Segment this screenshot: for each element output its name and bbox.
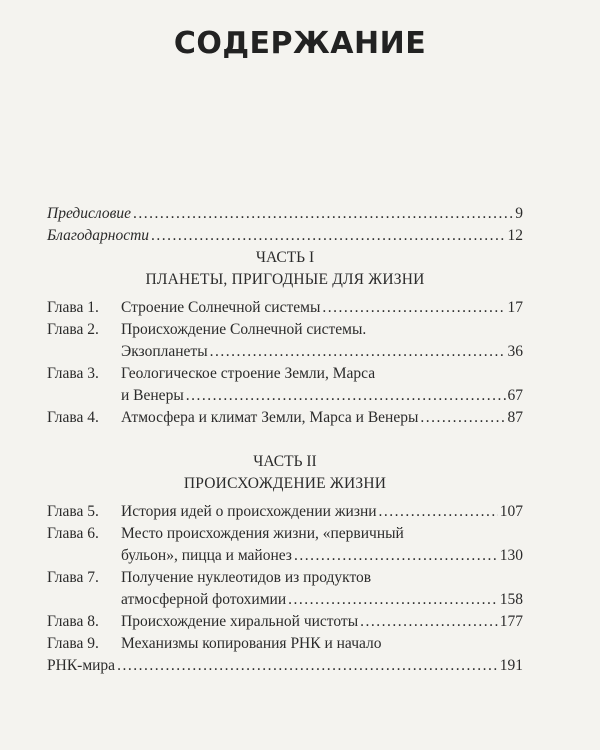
toc-page-number: 36 [507,343,523,360]
chapter-label: Глава 7. [47,569,99,586]
chapter-label: Глава 2. [47,321,99,338]
dot-leader [186,385,506,407]
chapter-title-line: Атмосфера и климат Земли, Марса и Венеры [121,409,419,426]
dot-leader [133,203,513,225]
toc-chapter-4[interactable] [47,407,523,429]
toc-chapter-2[interactable] [47,319,523,363]
toc-entry-title: Благодарности [47,227,150,244]
toc-page-number: 158 [499,591,523,608]
dot-leader [360,611,498,633]
toc-chapter-3[interactable] [47,363,523,407]
chapter-title-line: атмосферной фотохимии [121,591,287,608]
toc-entry-preface[interactable] [47,203,523,225]
chapter-label: Глава 6. [47,525,99,542]
table-of-contents [47,203,523,677]
chapter-label: Глава 4. [47,409,99,426]
chapter-title-line: История идей о происхождении жизни [121,503,377,520]
toc-page-number: 107 [499,503,523,520]
part-label: ЧАСТЬ I [255,249,315,266]
dot-leader [294,545,498,567]
toc-entry-title: Предисловие [47,205,131,222]
part-title: ПРОИСХОЖДЕНИЕ ЖИЗНИ [183,475,387,492]
dot-leader [151,225,505,247]
chapter-label: Глава 9. [47,635,99,652]
chapter-title-line: бульон», пицца и майонез [121,547,292,564]
dot-leader [322,297,505,319]
chapter-title-line: и Венеры [121,387,184,404]
toc-page-number: 9 [515,205,523,222]
chapter-label: Глава 8. [47,613,99,630]
chapter-title-line: РНК-мира [47,657,116,674]
part-label: ЧАСТЬ II [253,453,317,470]
chapter-title-line: Экзопланеты [121,343,208,360]
chapter-title-line: Происхождение хиральной чистоты [121,613,359,630]
dot-leader [210,341,506,363]
toc-page-number: 17 [507,299,523,316]
toc-chapter-9[interactable] [47,633,523,655]
part-title: ПЛАНЕТЫ, ПРИГОДНЫЕ ДЛЯ ЖИЗНИ [145,271,425,288]
dot-leader [117,655,498,677]
toc-entry-acknowledgements[interactable] [47,225,523,247]
dot-leader [288,589,498,611]
chapter-title-line: Геологическое строение Земли, Марса [121,365,376,382]
toc-chapter-7[interactable] [47,567,523,611]
chapter-title-line: Место происхождения жизни, «первичный [121,525,404,542]
chapter-label: Глава 3. [47,365,99,382]
chapter-label: Глава 1. [47,299,99,316]
toc-chapter-9-continuation[interactable] [47,655,523,677]
toc-chapter-5[interactable] [47,501,523,523]
chapter-title-line: Происхождение Солнечной системы. [121,321,367,338]
toc-chapter-1[interactable] [47,297,523,319]
chapter-title-line: Механизмы копирования РНК и начало [121,635,382,652]
toc-page-number: 191 [499,657,523,674]
toc-page-number: 130 [499,547,523,564]
dot-leader [420,407,505,429]
page-title: СОДЕРЖАНИЕ [173,26,427,61]
chapter-title-line: Строение Солнечной системы [121,299,321,316]
toc-page-number: 67 [507,387,523,404]
toc-page-number: 177 [499,613,523,630]
chapter-label: Глава 5. [47,503,99,520]
chapter-title-line: Получение нуклеотидов из продуктов [121,569,372,586]
dot-leader [379,501,498,523]
toc-page-number: 87 [507,409,523,426]
toc-chapter-8[interactable] [47,611,523,633]
toc-chapter-6[interactable] [47,523,523,567]
toc-page-number: 12 [507,227,523,244]
